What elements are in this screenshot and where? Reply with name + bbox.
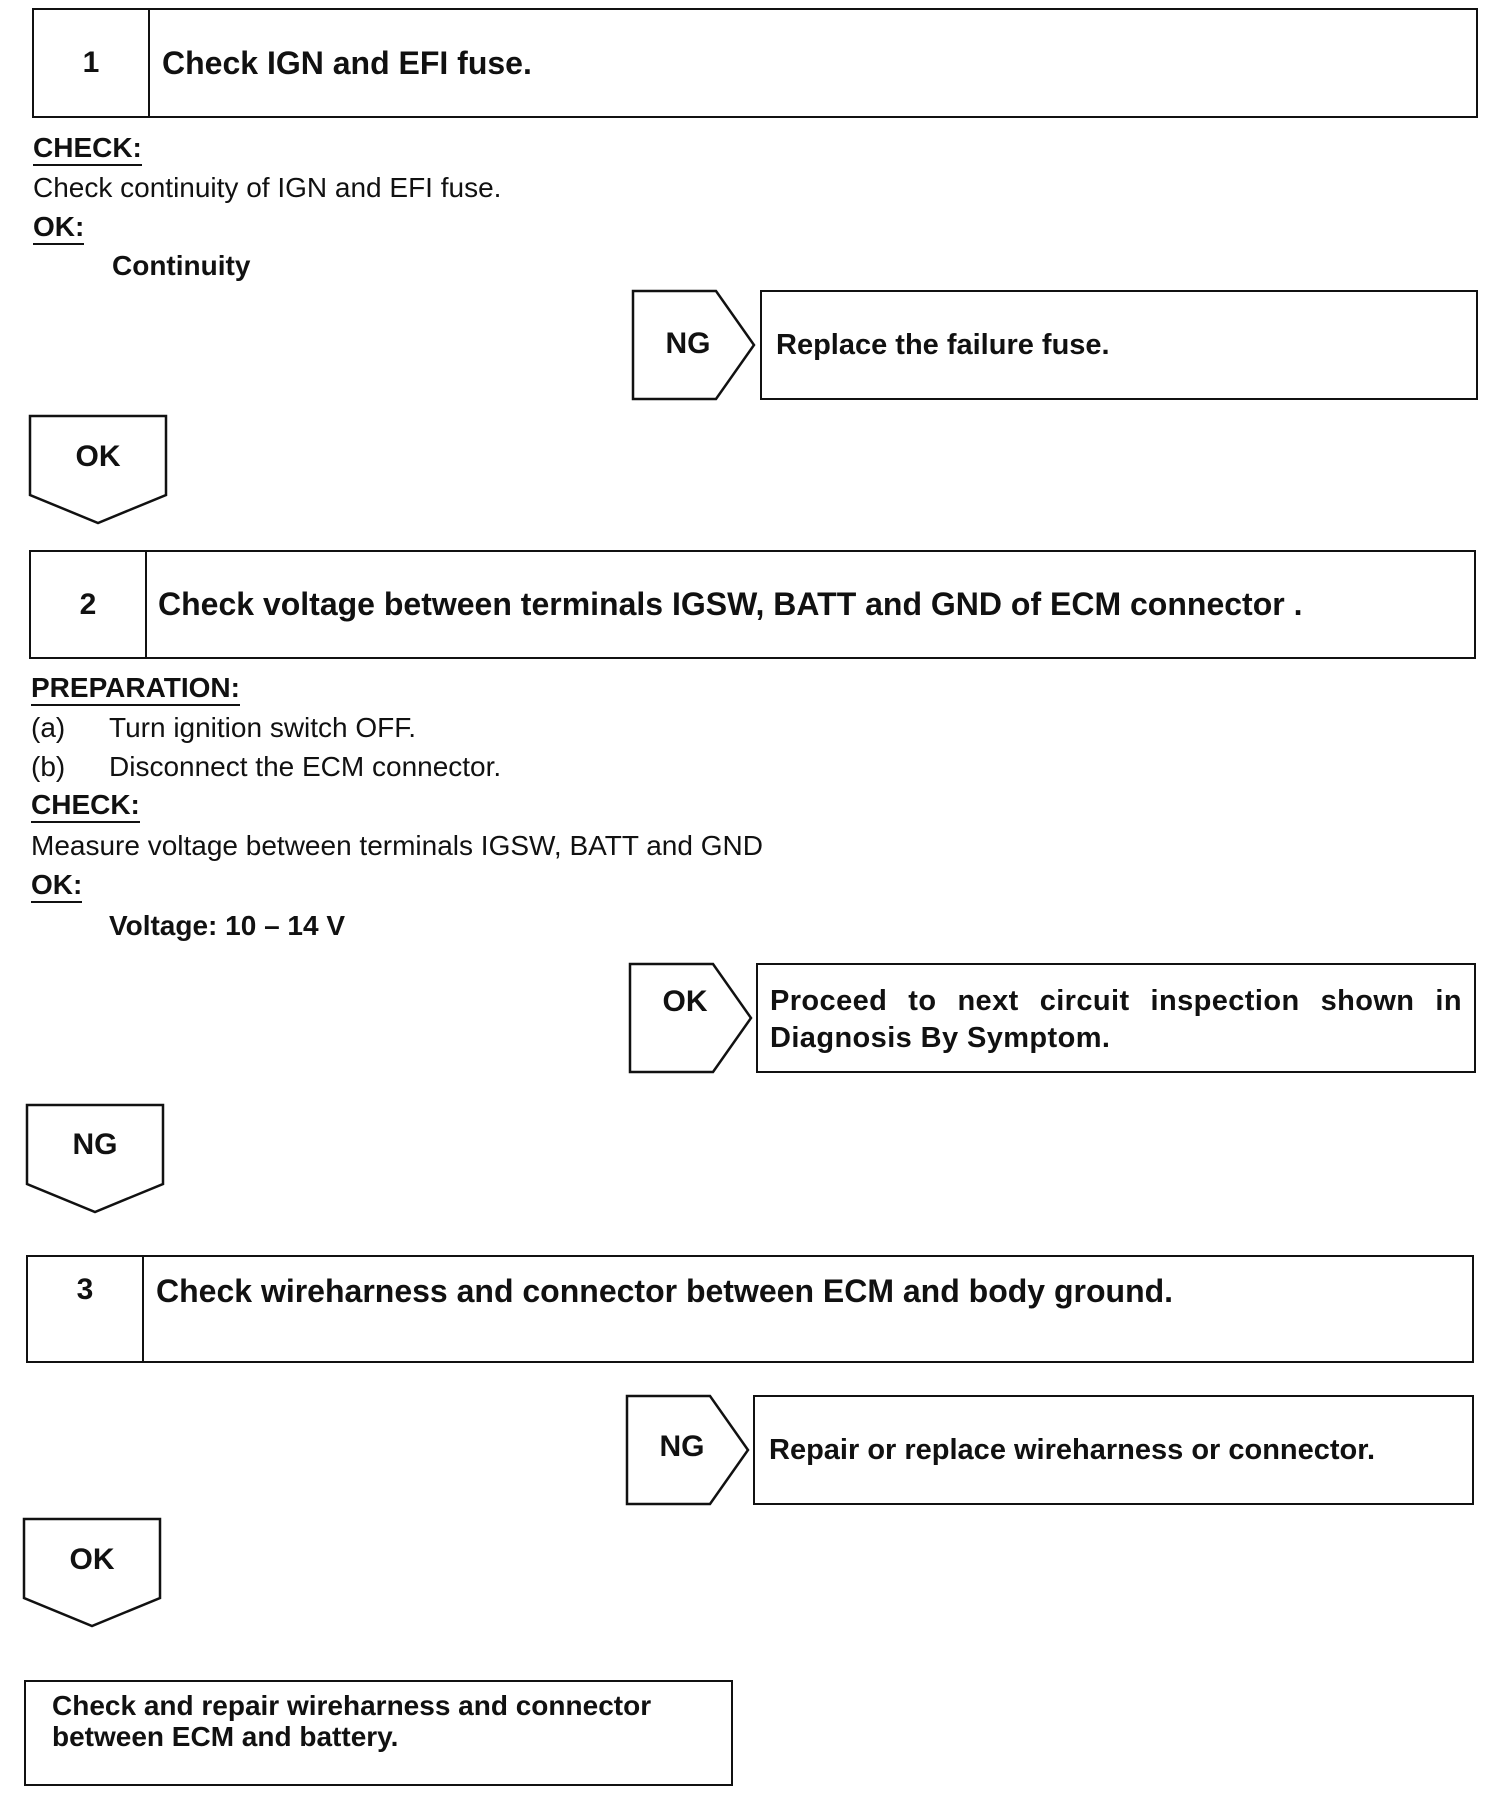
step-3-ok-down-label: OK [69,1543,115,1576]
step-3-ng-label: NG [659,1430,705,1463]
step-1-ng-label: NG [665,327,711,360]
step-2-ok-spec: Voltage: 10 – 14 V [109,910,346,941]
step-1-ok-spec: Continuity [112,250,251,281]
step-2-number: 2 [31,552,147,657]
step-1-ok-label: OK: [33,211,84,243]
final-action-box [24,1680,733,1786]
step-2-prep-text-b: Disconnect the ECM connector. [109,751,502,782]
step-3-header [26,1255,1474,1363]
step-2-ok-result-line-1: Proceed to next circuit inspection shown in [770,985,1462,1017]
step-2-prep-marker-b: (b) [31,751,66,782]
step-2-ok-result-line-2: Diagnosis By Symptom. [770,1022,1111,1054]
step-2-prep-label: PREPARATION: [31,672,240,704]
step-1-check-text: Check continuity of IGN and EFI fuse. [33,172,502,203]
final-action-line-2: between ECM and battery. [52,1721,399,1752]
step-2-ok-label-arrow: OK [662,985,708,1018]
step-2-check-text: Measure voltage between terminals IGSW, BATT and GND [31,830,763,861]
step-1-check-label: CHECK: [33,132,142,164]
step-1-header [32,8,1478,118]
step-2-header [29,550,1476,659]
step-2-title: Check voltage between terminals IGSW, BATT and GND of ECM connector . [158,586,1303,622]
step-1-ok-down-label: OK [75,440,121,473]
step-2-ng-down-label: NG [72,1128,118,1161]
step-1-number: 1 [34,10,150,116]
step-1-title: Check IGN and EFI fuse. [162,44,532,81]
step-1-ng-result: Replace the failure fuse. [760,290,1478,400]
step-2-ok-label: OK: [31,869,82,901]
step-2-ok-result [756,963,1476,1073]
step-2-prep-marker-a: (a) [31,712,66,743]
step-3-title: Check wireharness and connector between ECM and body ground. [156,1273,1174,1309]
step-3-number: 3 [28,1257,144,1361]
step-3-ng-result: Repair or replace wireharness or connector. [753,1395,1474,1505]
final-action-line-1: Check and repair wireharness and connector [52,1690,652,1721]
step-2-prep-text-a: Turn ignition switch OFF. [109,712,417,743]
step-2-check-label: CHECK: [31,789,140,821]
